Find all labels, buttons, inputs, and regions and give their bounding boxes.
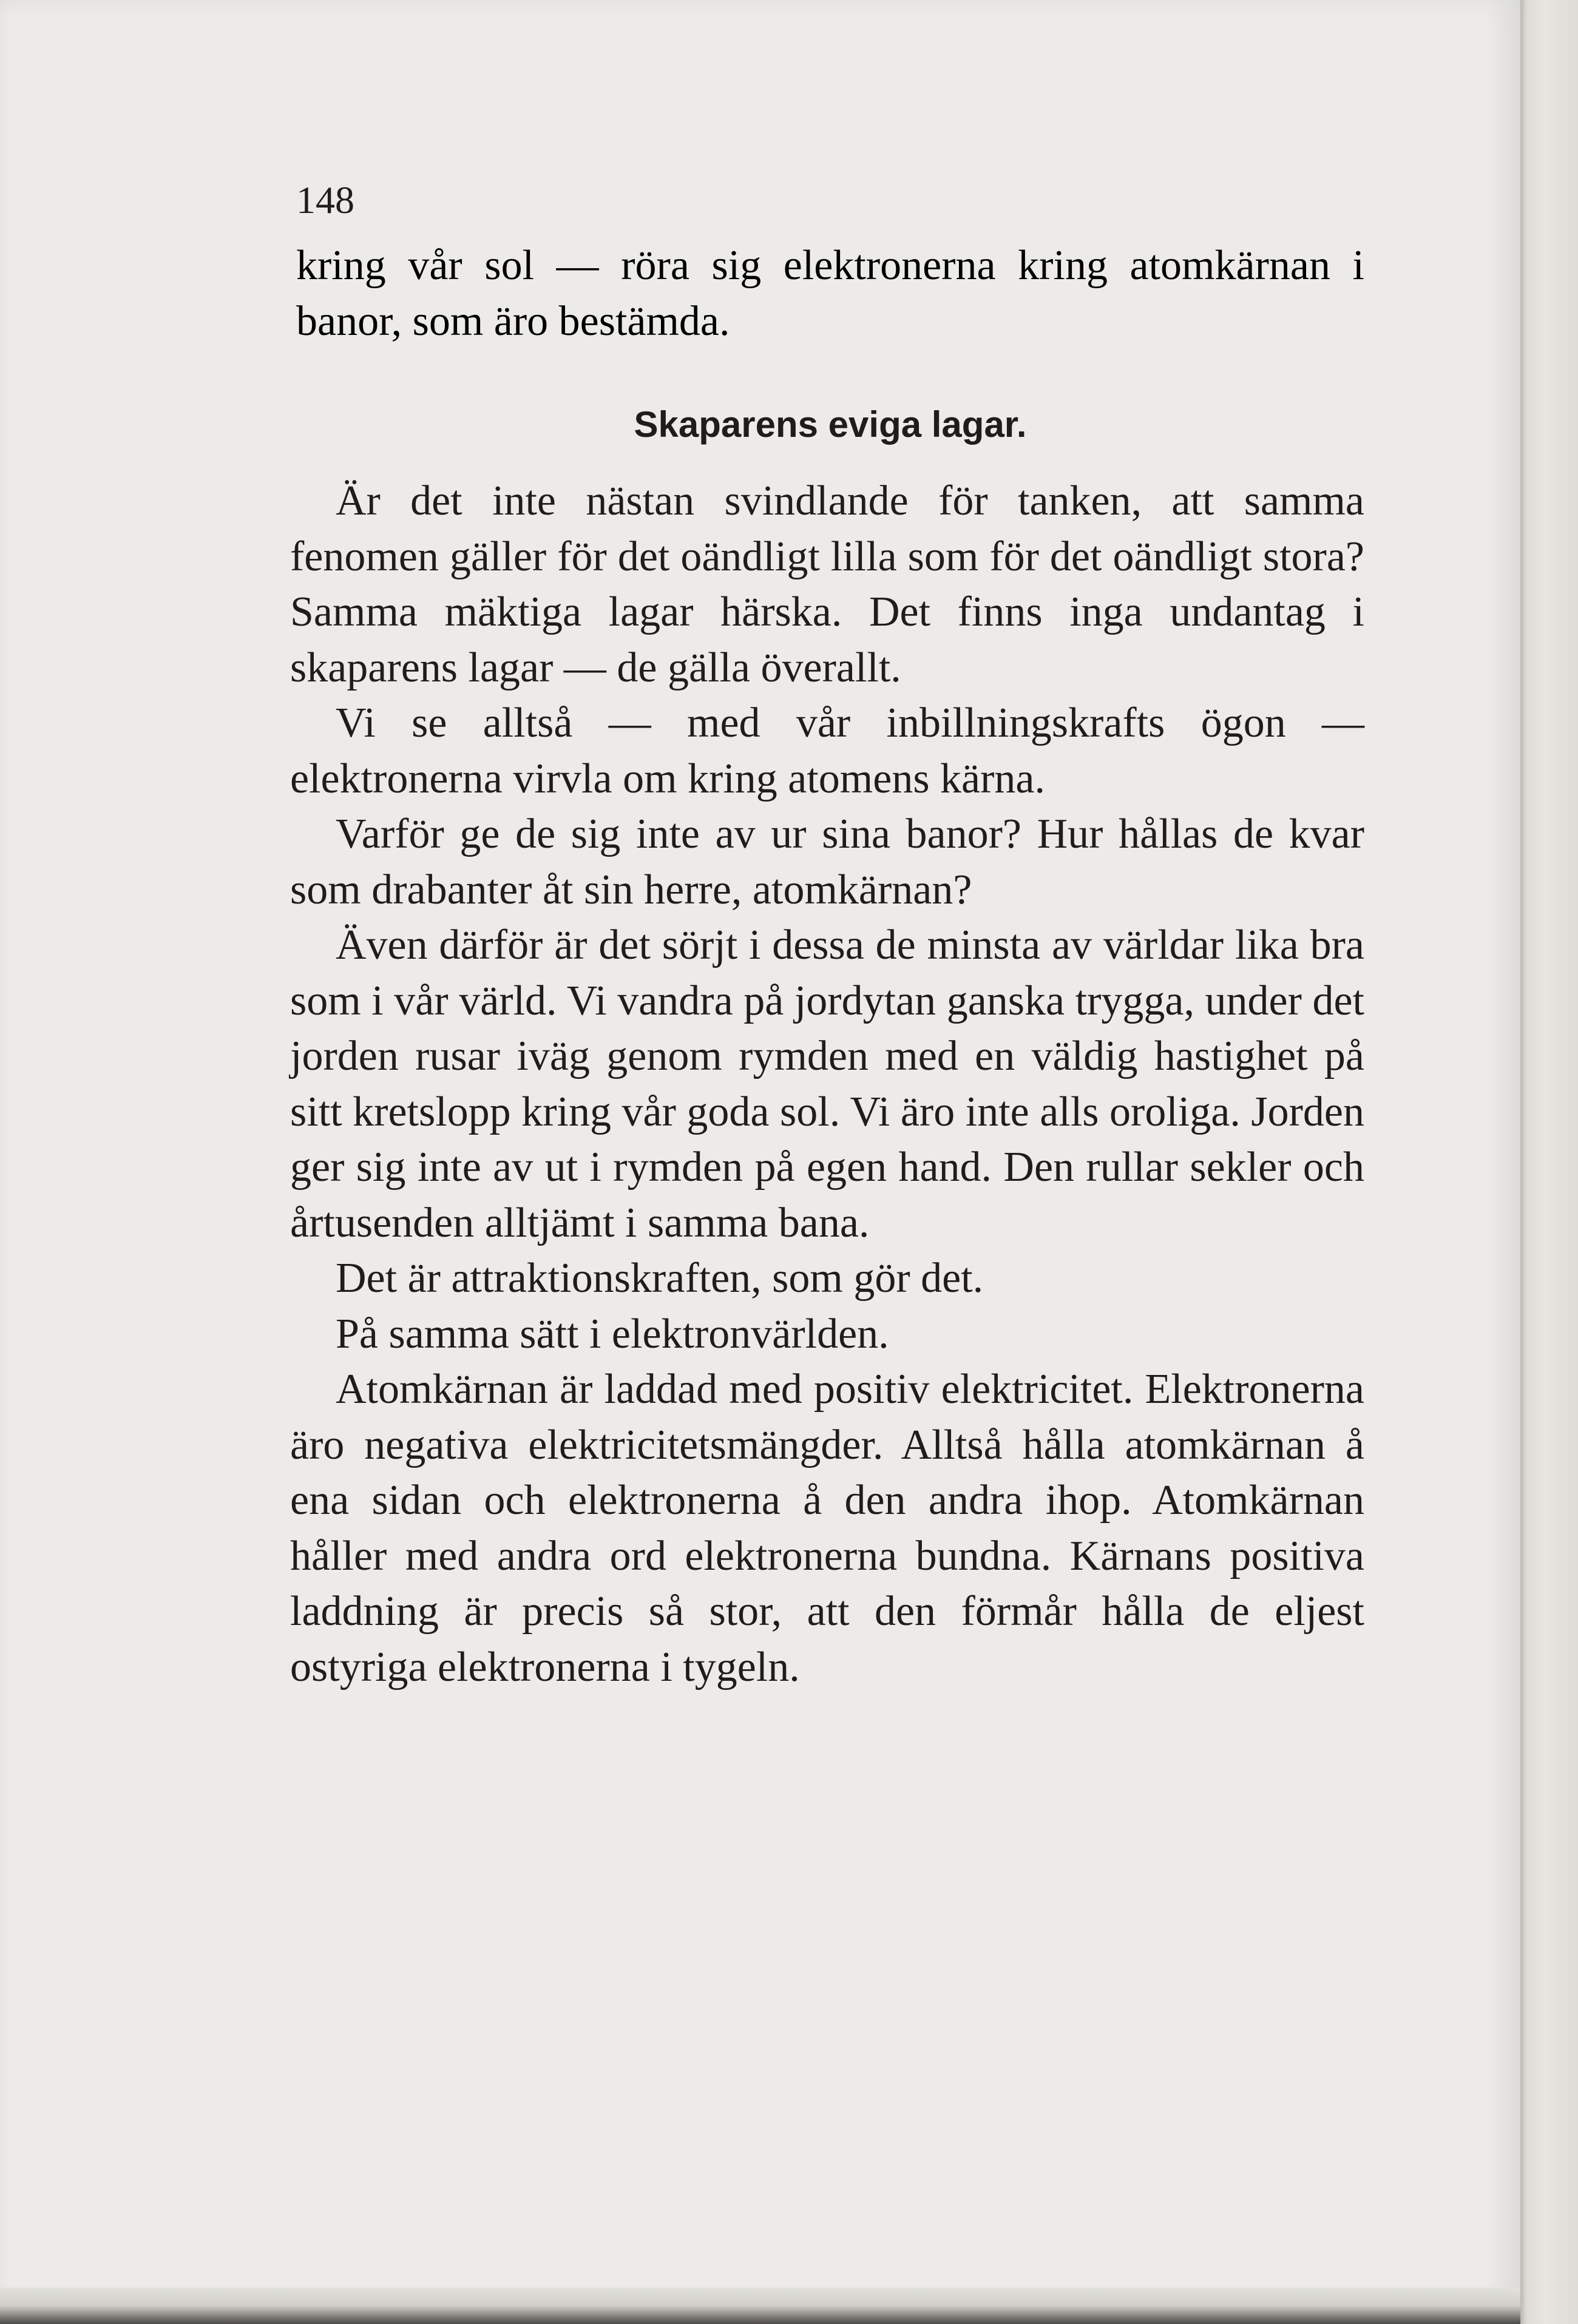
section-heading: Skaparens eviga lagar. xyxy=(634,404,1027,445)
paragraph: Atomkärnan är laddad med positiv elektricitet. Elektronerna äro negativa elektricitetsmängder. Alltså hålla atomkärnan å ena sidan och elektronerna å den andra ihop. Atomkärnan håller med andra ord elektronerna bundna. Kärnans positiva laddning är precis så stor, att den förmår hålla de eljest ostyriga elektronerna i tygeln. xyxy=(290,1366,1364,1691)
paragraph: På samma sätt i elektronvärlden. xyxy=(336,1310,889,1357)
paragraph: Är det inte nästan svindlande för tanken, att samma fenomen gäller för det oändligt lilla som för det oändligt stora? Samma mäktiga lagar härska. Det finns inga undantag i skaparens lagar — de gälla överallt. xyxy=(290,478,1364,691)
first-paragraph: kring vår sol — röra sig elektronerna kring atomkärnan i banor, som äro bestämda. xyxy=(296,242,1364,345)
page-number: 148 xyxy=(296,178,354,221)
paragraph: Varför ge de sig inte av ur sina banor? Hur hållas de kvar som drabanter åt sin herre, atomkärnan? xyxy=(290,811,1364,913)
paragraph: Det är attraktionskraften, som gör det. xyxy=(336,1255,984,1302)
page-bottom-edge xyxy=(0,2288,1520,2324)
paragraph: Vi se alltså — med vår inbillningskrafts ögon — elektronerna virvla om kring atomens kärna. xyxy=(290,700,1364,802)
paragraph: Även därför är det sörjt i dessa de minsta av världar lika bra som i vår värld. Vi vandra på jordytan ganska trygga, under det jorden rusar iväg genom rymden med en väldig hastighet på sitt kretslopp kring vår goda sol. Vi äro inte alls oroliga. Jorden ger sig inte av ut i rymden på egen hand. Den rullar sekler och årtusenden alltjämt i samma bana. xyxy=(290,922,1364,1246)
page-edge xyxy=(1520,0,1578,2324)
body-text xyxy=(290,473,1364,1695)
